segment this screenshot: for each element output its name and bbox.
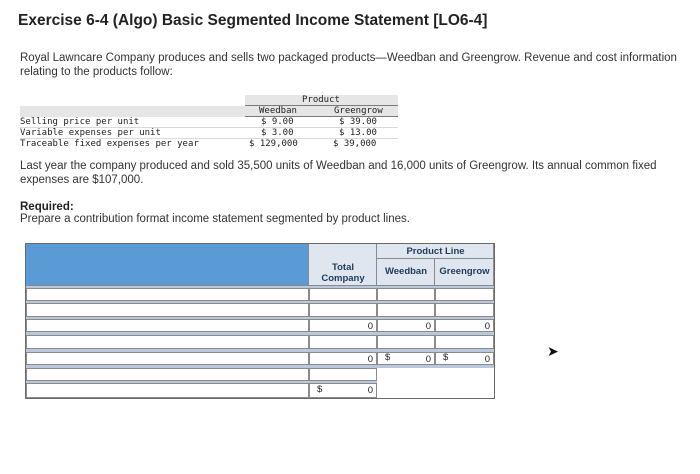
greengrow-input-1[interactable] xyxy=(435,288,494,301)
product-group-header: Product xyxy=(302,95,340,105)
greengrow-header: Greengrow xyxy=(439,266,490,277)
label-column-header xyxy=(26,244,309,286)
total-input-1[interactable] xyxy=(309,288,377,301)
row-label-variable-expenses: Variable expenses per unit xyxy=(20,128,161,138)
total-value-5: 0 xyxy=(309,352,377,365)
last-year-paragraph: Last year the company produced and sold 35,500 units of Weedban and 16,000 units of Greengrow. Its annual common fixed expenses are $107,000. xyxy=(20,160,657,186)
intro-paragraph: Royal Lawncare Company produces and sells two packaged products—Weedban and Greengrow. Revenue and cost information relating to the products follow: xyxy=(20,52,677,78)
line-label-input-5[interactable] xyxy=(26,352,309,365)
total-value-3: 0 xyxy=(309,319,377,332)
greengrow-value-5: 0 xyxy=(435,352,494,365)
exercise-title: Exercise 6-4 (Algo) Basic Segmented Income Statement [LO6-4] xyxy=(18,12,488,29)
weedban-value-5: 0 xyxy=(377,352,435,365)
greengrow-input-4[interactable] xyxy=(435,335,494,349)
line-label-input-1[interactable] xyxy=(26,288,309,301)
total-company-header: Total Company xyxy=(321,262,365,284)
line-label-input-3[interactable] xyxy=(26,319,309,332)
total-input-2[interactable] xyxy=(309,303,377,317)
weedban-input-4[interactable] xyxy=(377,335,435,349)
weedban-dollar-sign: $ xyxy=(385,352,391,363)
product-line-header: Product Line xyxy=(406,246,465,257)
greengrow-variable-expenses: $ 13.00 xyxy=(339,128,377,138)
line-label-input-6[interactable] xyxy=(26,368,309,381)
required-text: Prepare a contribution format income statement segmented by product lines. xyxy=(20,213,410,225)
mouse-cursor-icon: ➤ xyxy=(547,343,559,359)
weedban-input-2[interactable] xyxy=(377,303,435,317)
greengrow-value-3: 0 xyxy=(435,319,494,332)
row-label-selling-price: Selling price per unit xyxy=(20,117,140,127)
col-header-greengrow: Greengrow xyxy=(334,106,383,116)
row-label-traceable-fixed: Traceable fixed expenses per year xyxy=(20,139,199,149)
weedban-traceable-fixed: $ 129,000 xyxy=(249,139,298,149)
line-label-input-7[interactable] xyxy=(26,383,309,398)
weedban-selling-price: $ 9.00 xyxy=(261,117,294,127)
greengrow-traceable-fixed: $ 39,000 xyxy=(333,139,377,149)
total-value-7: 0 xyxy=(309,383,377,398)
weedban-input-1[interactable] xyxy=(377,288,435,301)
weedban-variable-expenses: $ 3.00 xyxy=(261,128,294,138)
greengrow-selling-price: $ 39.00 xyxy=(339,117,377,127)
weedban-header: Weedban xyxy=(384,266,428,277)
line-label-input-4[interactable] xyxy=(26,335,309,349)
empty-area xyxy=(377,368,494,398)
line-label-input-2[interactable] xyxy=(26,303,309,317)
required-label: Required: xyxy=(20,201,74,213)
greengrow-input-2[interactable] xyxy=(435,303,494,317)
col-header-weedban: Weedban xyxy=(259,106,297,116)
total-input-6[interactable] xyxy=(309,368,377,381)
total-dollar-sign: $ xyxy=(317,384,323,395)
weedban-value-3: 0 xyxy=(377,319,435,332)
greengrow-dollar-sign: $ xyxy=(443,352,449,363)
income-statement-grid xyxy=(25,243,495,399)
total-input-4[interactable] xyxy=(309,335,377,349)
